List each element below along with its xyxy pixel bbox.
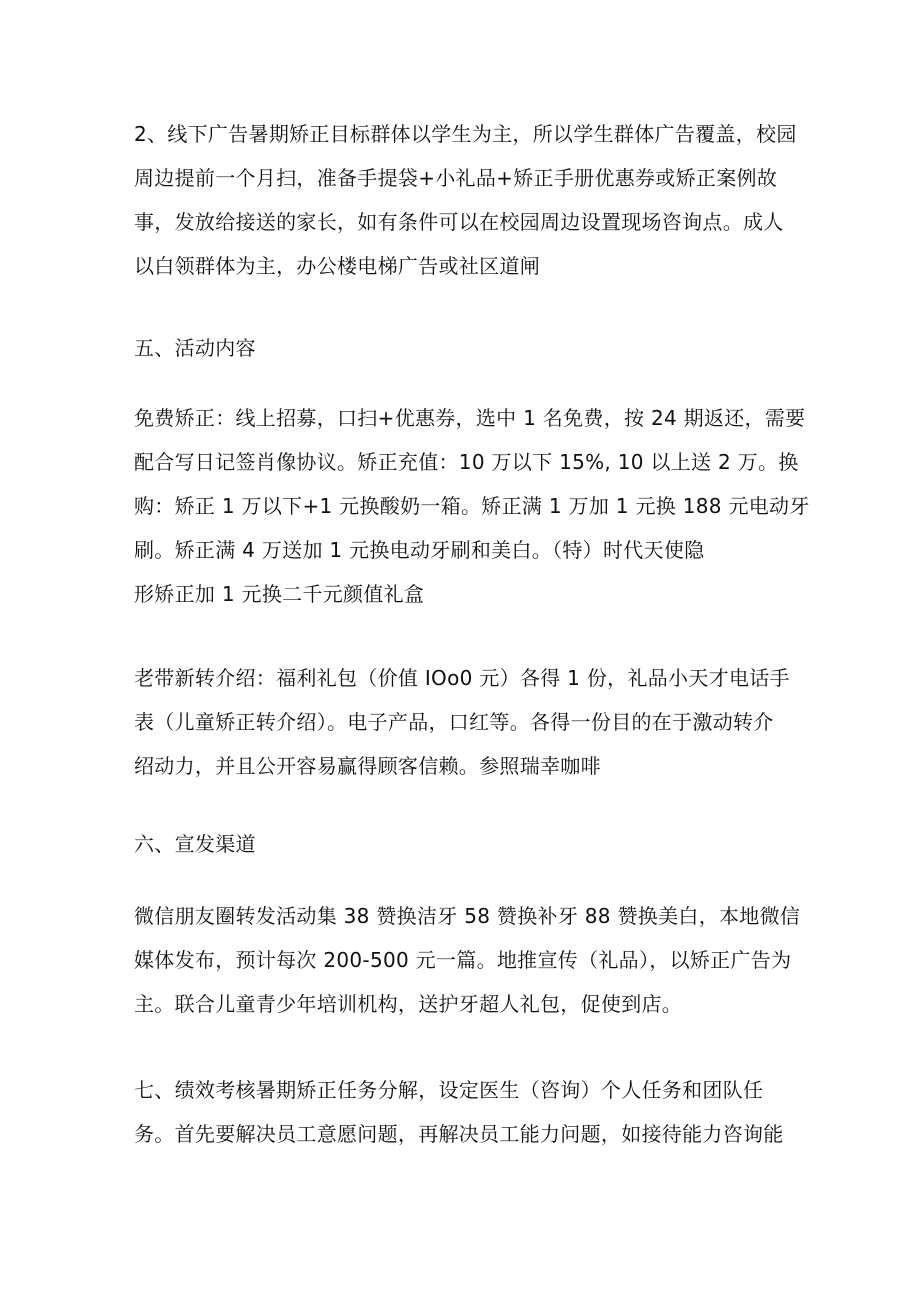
text-line: 媒体发布，预计每次 200-500 元一篇。地推宣传（礼品），以矫正广告为	[134, 948, 792, 972]
section-heading-activity-content: 五、活动内容	[134, 336, 256, 360]
paragraph-performance-review	[134, 1068, 794, 1156]
text-line: 事，发放给接送的家长，如有条件可以在校园周边设置现场咨询点。成人	[134, 210, 784, 234]
text-line: 七、绩效考核暑期矫正任务分解，设定医生（咨询）个人任务和团队任	[134, 1078, 764, 1102]
text-line: 主。联合儿童青少年培训机构，送护牙超人礼包，促使到店。	[134, 992, 683, 1016]
paragraph-referral	[134, 656, 794, 788]
text-line: 免费矫正：线上招募，口扫+优惠券，选中 1 名免费，按 24 期返还，需要	[134, 406, 806, 430]
text-line: 配合写日记签肖像协议。矫正充值：10 万以下 15%, 10 以上送 2 万。换	[134, 450, 799, 474]
text-line: 2、线下广告暑期矫正目标群体以学生为主，所以学生群体广告覆盖，校园	[134, 122, 797, 146]
text-line: 刷。矫正满 4 万送加 1 元换电动牙刷和美白。（特）时代天使隐	[134, 538, 705, 562]
text-line: 形矫正加 1 元换二千元颜值礼盒	[134, 582, 425, 606]
text-line: 老带新转介绍：福利礼包（价值 IOo0 元）各得 1 份，礼品小天才电话手	[134, 666, 790, 690]
text-line: 以白领群体为主，办公楼电梯广告或社区道闸	[134, 254, 540, 278]
text-line: 绍动力，并且公开容易赢得顾客信赖。参照瑞幸咖啡	[134, 754, 601, 778]
text-line: 微信朋友圈转发活动集 38 赞换洁牙 58 赞换补牙 88 赞换美白，本地微信	[134, 904, 801, 928]
text-line: 购：矫正 1 万以下+1 元换酸奶一箱。矫正满 1 万加 1 元换 188 元电动牙	[134, 494, 810, 518]
text-line: 周边提前一个月扫，准备手提袋+小礼品+矫正手册优惠券或矫正案例故	[134, 166, 778, 190]
section-heading-promotion-channels: 六、宣发渠道	[134, 832, 256, 856]
text-line: 表（儿童矫正转介绍）。电子产品，口红等。各得一份目的在于激动转介	[134, 710, 774, 734]
paragraph-wechat-channels	[134, 894, 801, 1026]
paragraph-free-correction	[134, 396, 810, 616]
text-line: 务。首先要解决员工意愿问题，再解决员工能力问题，如接待能力咨询能	[134, 1122, 784, 1146]
paragraph-offline-ads	[134, 112, 797, 288]
